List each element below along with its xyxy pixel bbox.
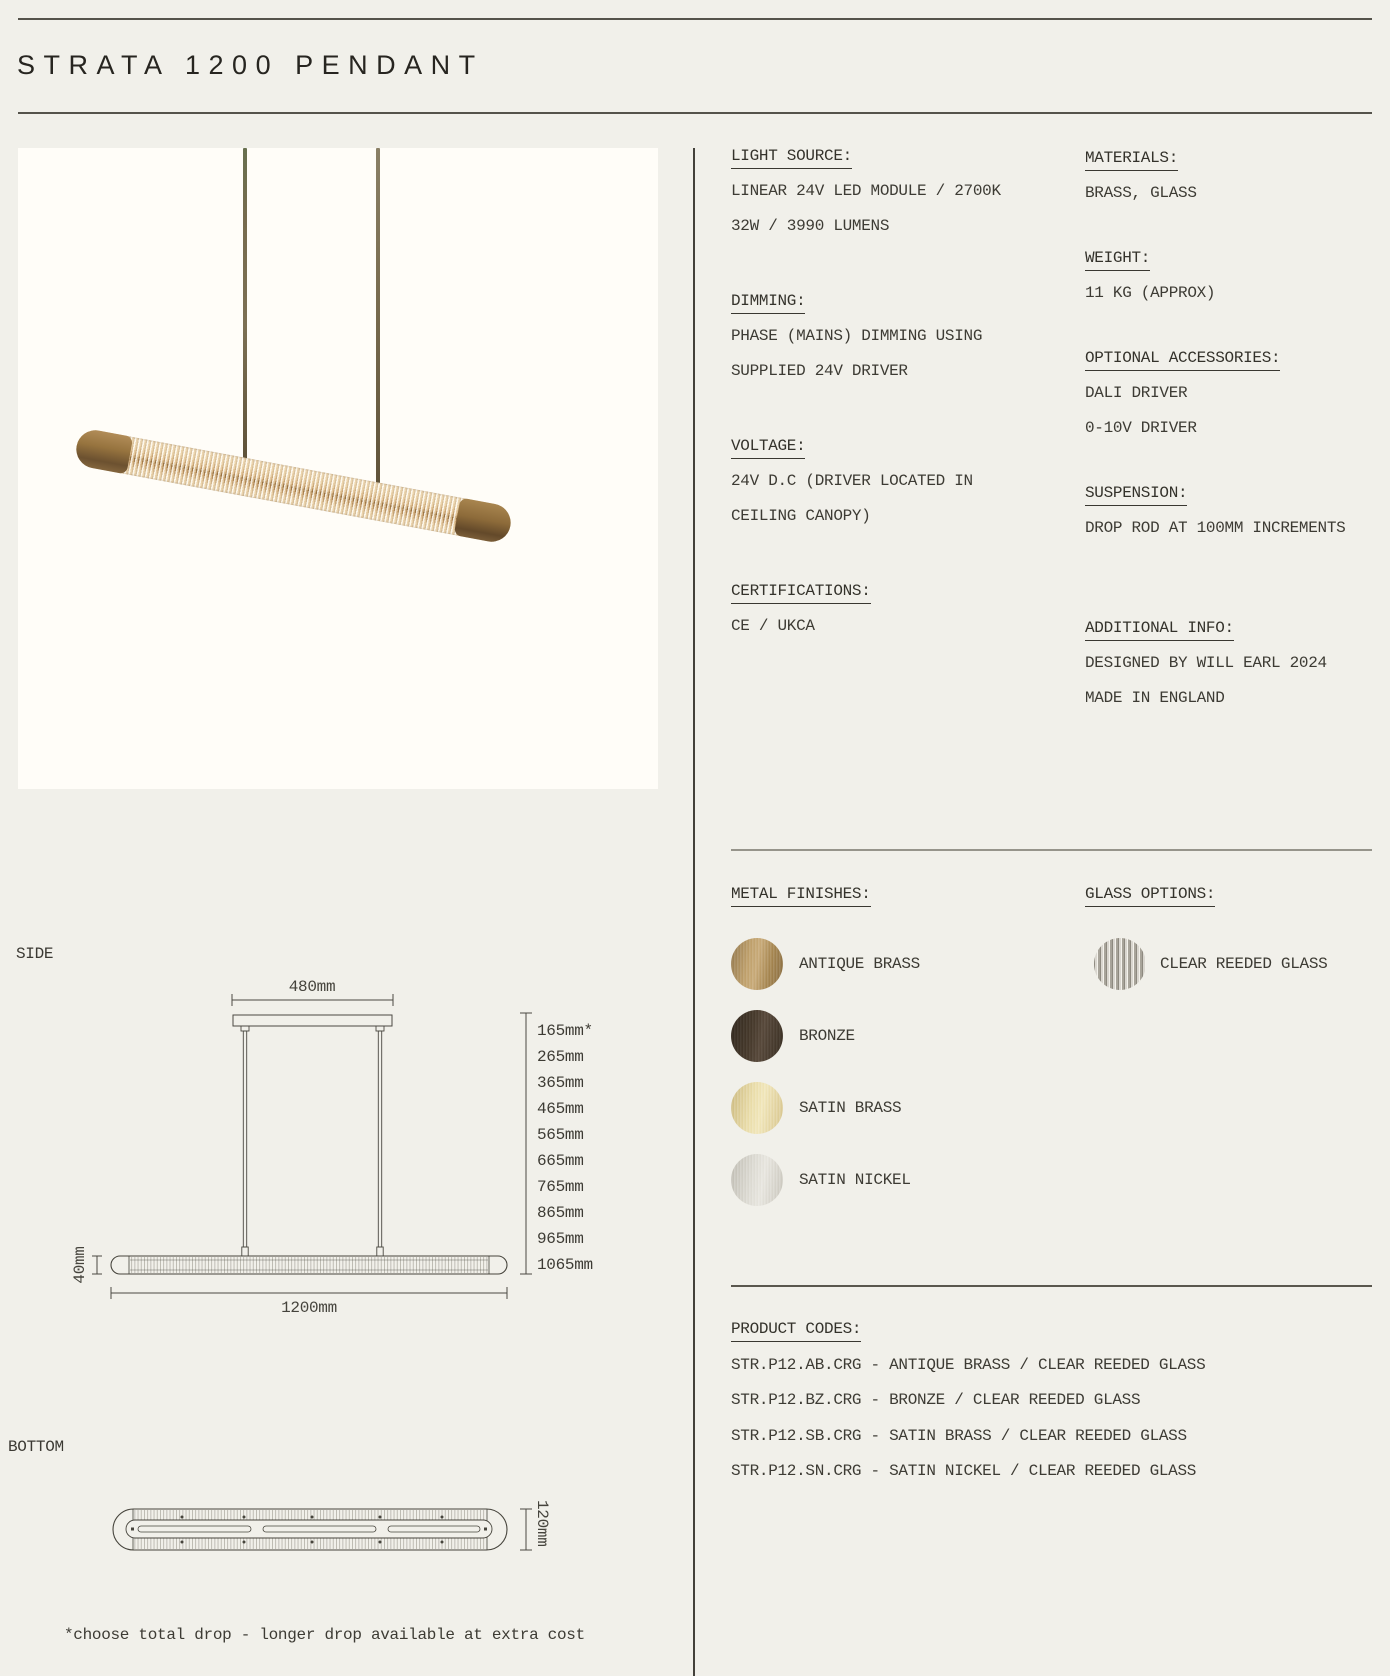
- glass-label: CLEAR REEDED GLASS: [1160, 955, 1328, 973]
- fixture-length-label: 1200mm: [281, 1299, 337, 1317]
- spec-line: DROP ROD AT 100MM INCREMENTS: [1085, 519, 1346, 537]
- clear-reeded-glass-swatch: [1094, 938, 1146, 990]
- finish-row-satin-brass: [731, 1082, 920, 1134]
- spec-line: SUPPLIED 24V DRIVER: [731, 362, 908, 380]
- spec-line: 0-10V DRIVER: [1085, 419, 1197, 437]
- fixture-width-dimension: [520, 1509, 532, 1550]
- spec-section-certifications: [731, 574, 1001, 644]
- spec-heading: CERTIFICATIONS:: [731, 574, 1001, 609]
- spec-section-materials: [1085, 141, 1345, 211]
- canopy-width-label: 480mm: [288, 978, 336, 996]
- spec-section-optional-accessories: [1085, 341, 1345, 446]
- spec-heading: OPTIONAL ACCESSORIES:: [1085, 341, 1345, 376]
- spec-line: LINEAR 24V LED MODULE / 2700K: [731, 182, 1001, 200]
- glass-options-list: [1094, 938, 1327, 1010]
- page-title: STRATA 1200 PENDANT: [17, 50, 484, 80]
- spec-column-right: [1085, 141, 1345, 716]
- footnote: *choose total drop - longer drop available at extra cost: [64, 1626, 585, 1644]
- spec-line: PHASE (MAINS) DIMMING USING: [731, 327, 983, 345]
- bronze-swatch: [731, 1010, 783, 1062]
- drop-option: 865mm: [537, 1204, 584, 1222]
- drop-option: 265mm: [537, 1048, 584, 1066]
- bottom-view-diagram: [0, 1495, 620, 1575]
- spec-heading: LIGHT SOURCE:: [731, 139, 1001, 174]
- drop-option: 665mm: [537, 1152, 584, 1170]
- metal-finishes-heading: METAL FINISHES:: [731, 883, 871, 907]
- spec-line: CEILING CANOPY): [731, 507, 871, 525]
- product-code: STR.P12.AB.CRG - ANTIQUE BRASS / CLEAR REEDED GLASS: [731, 1355, 1206, 1374]
- pendant-end-cap-left: [73, 427, 133, 474]
- finish-row-antique-brass: [731, 938, 920, 990]
- fixture-height-label: 40mm: [71, 1246, 89, 1284]
- spec-heading: MATERIALS:: [1085, 141, 1345, 176]
- spec-section-voltage: [731, 429, 1001, 534]
- pendant-bar: [73, 427, 514, 545]
- section-divider: [731, 849, 1372, 851]
- diffuser-slot-outline: [126, 1520, 492, 1538]
- product-code: STR.P12.SB.CRG - SATIN BRASS / CLEAR REEDED GLASS: [731, 1426, 1187, 1445]
- glass-options-heading: GLASS OPTIONS:: [1085, 883, 1215, 907]
- pendant-drop-rod-left: [243, 148, 247, 472]
- fixture-length-dimension: [111, 1287, 507, 1299]
- drop-option: 365mm: [537, 1074, 584, 1092]
- drop-option: 565mm: [537, 1126, 584, 1144]
- satin-nickel-swatch: [731, 1154, 783, 1206]
- vertical-rule: [693, 148, 695, 1676]
- section-divider: [731, 1285, 1372, 1287]
- drop-rods: [241, 1026, 384, 1256]
- spec-heading: ADDITIONAL INFO:: [1085, 611, 1345, 646]
- finish-row-satin-nickel: [731, 1154, 920, 1206]
- spec-section-light-source: [731, 139, 1001, 244]
- product-codes-heading: PRODUCT CODES:: [731, 1312, 1205, 1348]
- canopy-outline: [233, 1015, 392, 1026]
- drop-option: 965mm: [537, 1230, 584, 1248]
- spec-line: BRASS, GLASS: [1085, 184, 1197, 202]
- drop-option: 165mm*: [537, 1022, 593, 1040]
- drop-option: 765mm: [537, 1178, 584, 1196]
- satin-brass-swatch: [731, 1082, 783, 1134]
- spec-section-dimming: [731, 284, 1001, 389]
- spec-section-weight: [1085, 241, 1345, 311]
- spec-column-left: [731, 139, 1001, 644]
- spec-line: DALI DRIVER: [1085, 384, 1188, 402]
- spec-line: 11 KG (APPROX): [1085, 284, 1216, 302]
- pendant-end-cap-right: [454, 498, 514, 545]
- metal-finishes-list: [731, 938, 920, 1226]
- finish-label: SATIN NICKEL: [799, 1171, 911, 1189]
- drop-options-list: [537, 1018, 593, 1278]
- finish-label: SATIN BRASS: [799, 1099, 902, 1117]
- side-view-diagram: [0, 975, 620, 1325]
- drop-option: 1065mm: [537, 1256, 593, 1274]
- title-rule: [18, 112, 1372, 114]
- spec-section-suspension: [1085, 476, 1345, 546]
- spec-section-additional-info: [1085, 611, 1345, 716]
- finish-row-bronze: [731, 1010, 920, 1062]
- spec-line: 24V D.C (DRIVER LOCATED IN: [731, 472, 973, 490]
- product-code: STR.P12.SN.CRG - SATIN NICKEL / CLEAR REEDED GLASS: [731, 1462, 1197, 1480]
- product-photo: [18, 148, 658, 789]
- spec-line: CE / UKCA: [731, 617, 815, 635]
- drop-height-dimension-line: [520, 1013, 532, 1274]
- drop-option: 465mm: [537, 1100, 584, 1118]
- spec-heading: WEIGHT:: [1085, 241, 1345, 276]
- spec-heading: VOLTAGE:: [731, 429, 1001, 464]
- top-rule: [18, 18, 1372, 20]
- finish-label: BRONZE: [799, 1027, 855, 1045]
- spec-line: MADE IN ENGLAND: [1085, 689, 1225, 707]
- product-codes: [731, 1312, 1205, 1490]
- glass-row-clear-reeded: [1094, 938, 1327, 990]
- bottom-view-label: BOTTOM: [8, 1438, 64, 1456]
- spec-heading: DIMMING:: [731, 284, 1001, 319]
- finish-label: ANTIQUE BRASS: [799, 955, 920, 973]
- fixture-width-label: 120mm: [533, 1500, 551, 1547]
- pendant-drop-rod-right: [376, 148, 380, 500]
- reeded-glass-hatch: [130, 1257, 488, 1273]
- spec-line: DESIGNED BY WILL EARL 2024: [1085, 654, 1327, 672]
- side-view-label: SIDE: [16, 945, 54, 963]
- fixture-height-dimension: [92, 1256, 102, 1274]
- spec-heading: SUSPENSION:: [1085, 476, 1345, 511]
- antique-brass-swatch: [731, 938, 783, 990]
- spec-line: 32W / 3990 LUMENS: [731, 217, 890, 235]
- product-code: STR.P12.BZ.CRG - BRONZE / CLEAR REEDED GLASS: [731, 1391, 1141, 1409]
